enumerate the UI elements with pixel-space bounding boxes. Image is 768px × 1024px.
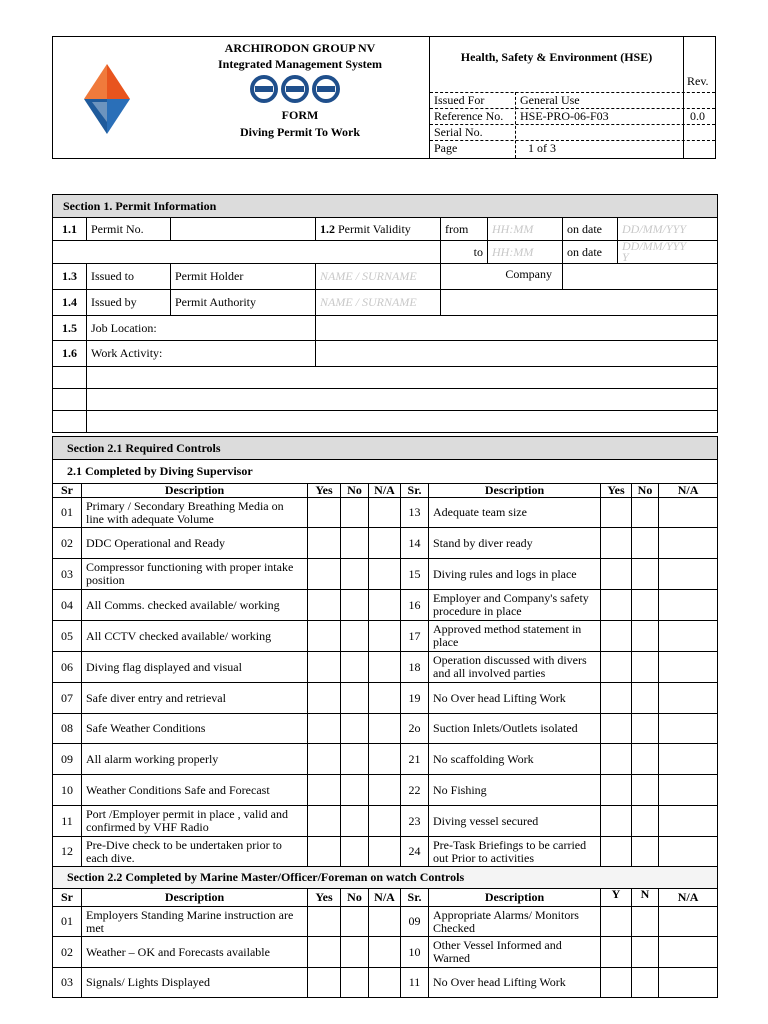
no-checkbox[interactable] — [341, 907, 369, 937]
row-sr: 07 — [53, 683, 82, 714]
no-checkbox[interactable] — [341, 806, 369, 837]
blank-cell — [53, 367, 87, 389]
yes-checkbox[interactable] — [601, 937, 632, 968]
yes-checkbox[interactable] — [308, 559, 341, 590]
no-checkbox[interactable] — [632, 498, 659, 528]
row-sr: 14 — [401, 528, 429, 559]
col-header-no: No — [341, 484, 369, 498]
row-description: Safe Weather Conditions — [82, 714, 308, 744]
no-checkbox[interactable] — [341, 559, 369, 590]
col-header-na: N/A — [369, 484, 401, 498]
row-sr: 03 — [53, 968, 82, 998]
job-location-field[interactable] — [316, 316, 718, 341]
na-checkbox[interactable] — [659, 714, 718, 744]
yes-checkbox[interactable] — [308, 907, 341, 937]
row-description: Diving flag displayed and visual — [82, 652, 308, 683]
na-checkbox[interactable] — [369, 528, 401, 559]
yes-checkbox[interactable] — [601, 683, 632, 714]
na-checkbox[interactable] — [659, 837, 718, 867]
yes-checkbox[interactable] — [601, 744, 632, 775]
table-row — [53, 907, 718, 937]
row-description: Safe diver entry and retrieval — [82, 683, 308, 714]
table-row — [53, 652, 718, 683]
row-description: Appropriate Alarms/ Monitors Checked — [429, 907, 601, 937]
no-checkbox[interactable] — [632, 937, 659, 968]
col-header-yes: Y — [601, 889, 632, 907]
no-checkbox[interactable] — [632, 744, 659, 775]
no-checkbox[interactable] — [632, 968, 659, 998]
row-description: No Over head Lifting Work — [429, 968, 601, 998]
yes-checkbox[interactable] — [308, 590, 341, 621]
no-checkbox[interactable] — [341, 683, 369, 714]
permit-authority-name-field[interactable]: NAME / SURNAME — [316, 290, 441, 316]
row-description: Approved method statement in place — [429, 621, 601, 652]
yes-checkbox[interactable] — [308, 528, 341, 559]
table-row — [53, 621, 718, 652]
row-description: Operation discussed with divers and all involved parties — [429, 652, 601, 683]
table-row — [53, 837, 718, 867]
na-checkbox[interactable] — [369, 652, 401, 683]
yes-checkbox[interactable] — [308, 498, 341, 528]
on-date-label: on date — [563, 241, 618, 264]
row-description: Adequate team size — [429, 498, 601, 528]
row-description: All alarm working properly — [82, 744, 308, 775]
na-checkbox[interactable] — [369, 968, 401, 998]
row-description: Compressor functioning with proper intake position — [82, 559, 308, 590]
col-header-no: No — [632, 484, 659, 498]
row-sr: 16 — [401, 590, 429, 621]
yes-checkbox[interactable] — [601, 621, 632, 652]
row-description: No Over head Lifting Work — [429, 683, 601, 714]
issued-by-label: Issued by — [87, 290, 171, 316]
permit-no-field[interactable] — [171, 218, 316, 241]
section21-title: Section 2.1 Required Controls — [53, 437, 718, 460]
serial-no-label: Serial No. — [434, 125, 483, 139]
no-checkbox[interactable] — [341, 937, 369, 968]
na-checkbox[interactable] — [659, 621, 718, 652]
job-location-label: Job Location: — [87, 316, 316, 341]
reference-no-label: Reference No. — [434, 109, 504, 123]
issued-to-number: 1.3 — [53, 264, 87, 290]
table-row — [53, 744, 718, 775]
yes-checkbox[interactable] — [601, 806, 632, 837]
no-checkbox[interactable] — [632, 590, 659, 621]
no-checkbox[interactable] — [341, 775, 369, 806]
permit-no-label: Permit No. — [87, 218, 171, 241]
table-row — [53, 559, 718, 590]
revision-value: 0.0 — [690, 109, 705, 123]
no-checkbox[interactable] — [341, 528, 369, 559]
work-activity-number: 1.6 — [53, 341, 87, 367]
header-divider — [515, 92, 516, 158]
no-checkbox[interactable] — [632, 652, 659, 683]
yes-checkbox[interactable] — [601, 528, 632, 559]
no-checkbox[interactable] — [632, 528, 659, 559]
col-header-na: N/A — [369, 889, 401, 907]
yes-checkbox[interactable] — [308, 714, 341, 744]
row-sr: 05 — [53, 621, 82, 652]
from-label: from — [441, 218, 488, 241]
table-row — [53, 683, 718, 714]
yes-checkbox[interactable] — [601, 652, 632, 683]
row-description: Pre-Dive check to be undertaken prior to each dive. — [82, 837, 308, 867]
row-sr: 23 — [401, 806, 429, 837]
no-checkbox[interactable] — [341, 968, 369, 998]
no-checkbox[interactable] — [341, 652, 369, 683]
na-checkbox[interactable] — [659, 806, 718, 837]
yes-checkbox[interactable] — [308, 621, 341, 652]
na-checkbox[interactable] — [369, 714, 401, 744]
no-checkbox[interactable] — [341, 837, 369, 867]
row-description: Suction Inlets/Outlets isolated — [429, 714, 601, 744]
on-date-label: on date — [563, 218, 618, 241]
to-label: to — [441, 241, 488, 264]
na-checkbox[interactable] — [659, 775, 718, 806]
work-activity-extra-field[interactable] — [87, 411, 718, 433]
yes-checkbox[interactable] — [308, 806, 341, 837]
yes-checkbox[interactable] — [601, 775, 632, 806]
page-value: 1 of 3 — [528, 141, 556, 155]
na-checkbox[interactable] — [369, 683, 401, 714]
permit-holder-label: Permit Holder — [171, 264, 316, 290]
col-header-yes: Yes — [308, 889, 341, 907]
row-sr: 12 — [53, 837, 82, 867]
section22-title: Section 2.2 Completed by Marine Master/Officer/Foreman on watch Controls — [53, 867, 718, 889]
certification-seals-icon — [249, 74, 341, 104]
row-sr: 02 — [53, 528, 82, 559]
yes-checkbox[interactable] — [308, 683, 341, 714]
reference-no-value: HSE-PRO-06-F03 — [520, 109, 609, 123]
col-header-description: Description — [429, 889, 601, 907]
row-sr: 19 — [401, 683, 429, 714]
row-sr: 18 — [401, 652, 429, 683]
row-description: Diving rules and logs in place — [429, 559, 601, 590]
row-description: All CCTV checked available/ working — [82, 621, 308, 652]
no-checkbox[interactable] — [632, 806, 659, 837]
na-checkbox[interactable] — [369, 621, 401, 652]
no-checkbox[interactable] — [632, 837, 659, 867]
document-type: FORM — [281, 108, 319, 122]
no-checkbox[interactable] — [341, 590, 369, 621]
row-sr: 09 — [53, 744, 82, 775]
job-location-number: 1.5 — [53, 316, 87, 341]
col-header-description: Description — [82, 889, 308, 907]
col-header-yes: Yes — [308, 484, 341, 498]
na-checkbox[interactable] — [659, 968, 718, 998]
row-description: Port /Employer permit in place , valid and confirmed by VHF Radio — [82, 806, 308, 837]
row-description: No Fishing — [429, 775, 601, 806]
table-row — [53, 806, 718, 837]
blank-cell — [53, 389, 87, 411]
row-sr: 04 — [53, 590, 82, 621]
na-checkbox[interactable] — [369, 744, 401, 775]
col-header-na: N/A — [659, 889, 718, 907]
work-activity-extra-field[interactable] — [87, 389, 718, 411]
table-row — [53, 937, 718, 968]
na-checkbox[interactable] — [369, 937, 401, 968]
no-checkbox[interactable] — [632, 621, 659, 652]
hse-title: Health, Safety & Environment (HSE) — [460, 50, 653, 64]
col-header-sr: Sr. — [401, 889, 429, 907]
yes-checkbox[interactable] — [308, 837, 341, 867]
row-sr: 22 — [401, 775, 429, 806]
row-sr: 2o — [401, 714, 429, 744]
yes-checkbox[interactable] — [601, 907, 632, 937]
permit-no-number: 1.1 — [53, 218, 87, 241]
row-sr: 08 — [53, 714, 82, 744]
na-checkbox[interactable] — [659, 907, 718, 937]
col-header-sr: Sr — [53, 484, 82, 498]
no-checkbox[interactable] — [632, 559, 659, 590]
validity-spacer — [53, 241, 441, 264]
row-description: Primary / Secondary Breathing Media on line with adequate Volume — [82, 498, 308, 528]
yes-checkbox[interactable] — [601, 714, 632, 744]
col-header-yes: Yes — [601, 484, 632, 498]
no-checkbox[interactable] — [632, 714, 659, 744]
table-row — [53, 498, 718, 528]
system-name: Integrated Management System — [218, 57, 382, 71]
issued-by-spacer — [441, 290, 718, 316]
row-sr: 11 — [53, 806, 82, 837]
to-date-field[interactable]: DD/MM/YYY Y — [618, 241, 718, 264]
section21-subtitle: 2.1 Completed by Diving Supervisor — [53, 460, 718, 484]
na-checkbox[interactable] — [369, 775, 401, 806]
na-checkbox[interactable] — [659, 744, 718, 775]
page-label: Page — [434, 141, 458, 155]
company-name: ARCHIRODON GROUP NV — [224, 41, 376, 55]
yes-checkbox[interactable] — [308, 937, 341, 968]
col-header-na: N/A — [659, 484, 718, 498]
row-sr: 02 — [53, 937, 82, 968]
na-checkbox[interactable] — [659, 528, 718, 559]
row-sr: 15 — [401, 559, 429, 590]
row-sr: 24 — [401, 837, 429, 867]
company-field[interactable] — [563, 264, 718, 290]
company-logo-icon — [84, 64, 130, 134]
table-row — [53, 528, 718, 559]
no-checkbox[interactable] — [632, 907, 659, 937]
row-description: All Comms. checked available/ working — [82, 590, 308, 621]
company-label: Company — [441, 264, 563, 290]
revision-label: Rev. — [687, 74, 709, 88]
row-sr: 01 — [53, 907, 82, 937]
row-description: No scaffolding Work — [429, 744, 601, 775]
row-description: Stand by diver ready — [429, 528, 601, 559]
section21-table — [52, 436, 718, 998]
na-checkbox[interactable] — [659, 937, 718, 968]
permit-authority-label: Permit Authority — [171, 290, 316, 316]
row-description: DDC Operational and Ready — [82, 528, 308, 559]
row-sr: 06 — [53, 652, 82, 683]
permit-holder-name-field[interactable]: NAME / SURNAME — [316, 264, 441, 290]
table-row — [53, 714, 718, 744]
na-checkbox[interactable] — [659, 683, 718, 714]
work-activity-extra-field[interactable] — [87, 367, 718, 389]
yes-checkbox[interactable] — [601, 837, 632, 867]
col-header-no: No — [341, 889, 369, 907]
work-activity-field[interactable] — [316, 341, 718, 367]
yes-checkbox[interactable] — [308, 775, 341, 806]
section1-table — [52, 194, 718, 433]
col-header-description: Description — [429, 484, 601, 498]
no-checkbox[interactable] — [341, 714, 369, 744]
row-description: Employers Standing Marine instruction are met — [82, 907, 308, 937]
na-checkbox[interactable] — [369, 907, 401, 937]
no-checkbox[interactable] — [341, 498, 369, 528]
na-checkbox[interactable] — [369, 837, 401, 867]
no-checkbox[interactable] — [341, 744, 369, 775]
row-sr: 13 — [401, 498, 429, 528]
from-time-field[interactable]: HH:MM — [488, 218, 563, 241]
na-checkbox[interactable] — [369, 806, 401, 837]
row-sr: 09 — [401, 907, 429, 937]
na-checkbox[interactable] — [659, 559, 718, 590]
row-description: Other Vessel Informed and Warned — [429, 937, 601, 968]
form-title: Diving Permit To Work — [239, 125, 361, 139]
issued-by-number: 1.4 — [53, 290, 87, 316]
blank-cell — [53, 411, 87, 433]
row-description: Employer and Company's safety procedure in place — [429, 590, 601, 621]
row-sr: 21 — [401, 744, 429, 775]
permit-validity-label: 1.2 Permit Validity — [316, 218, 441, 241]
row-sr: 01 — [53, 498, 82, 528]
row-sr: 11 — [401, 968, 429, 998]
na-checkbox[interactable] — [659, 590, 718, 621]
row-sr: 17 — [401, 621, 429, 652]
to-time-field[interactable]: HH:MM — [488, 241, 563, 264]
na-checkbox[interactable] — [659, 652, 718, 683]
yes-checkbox[interactable] — [601, 498, 632, 528]
col-header-sr: Sr — [53, 889, 82, 907]
from-date-field[interactable]: DD/MM/YYY — [618, 218, 718, 241]
yes-checkbox[interactable] — [601, 968, 632, 998]
issued-for-value: General Use — [520, 93, 580, 107]
no-checkbox[interactable] — [632, 683, 659, 714]
na-checkbox[interactable] — [659, 498, 718, 528]
row-description: Signals/ Lights Displayed — [82, 968, 308, 998]
row-description: Weather Conditions Safe and Forecast — [82, 775, 308, 806]
col-header-sr: Sr. — [401, 484, 429, 498]
yes-checkbox[interactable] — [601, 559, 632, 590]
table-row — [53, 968, 718, 998]
na-checkbox[interactable] — [369, 590, 401, 621]
col-header-no: N — [632, 889, 659, 907]
header-rule — [430, 140, 715, 141]
row-sr: 03 — [53, 559, 82, 590]
row-sr: 10 — [401, 937, 429, 968]
row-description: Pre-Task Briefings to be carried out Prior to activities — [429, 837, 601, 867]
yes-checkbox[interactable] — [308, 744, 341, 775]
row-description: Weather – OK and Forecasts available — [82, 937, 308, 968]
na-checkbox[interactable] — [369, 559, 401, 590]
table-row — [53, 590, 718, 621]
issued-to-label: Issued to — [87, 264, 171, 290]
yes-checkbox[interactable] — [308, 968, 341, 998]
work-activity-label: Work Activity: — [87, 341, 316, 367]
row-sr: 10 — [53, 775, 82, 806]
section1-title: Section 1. Permit Information — [53, 195, 718, 218]
row-description: Diving vessel secured — [429, 806, 601, 837]
yes-checkbox[interactable] — [601, 590, 632, 621]
no-checkbox[interactable] — [632, 775, 659, 806]
na-checkbox[interactable] — [369, 498, 401, 528]
col-header-description: Description — [82, 484, 308, 498]
table-row — [53, 775, 718, 806]
issued-for-label: Issued For — [434, 93, 485, 107]
yes-checkbox[interactable] — [308, 652, 341, 683]
no-checkbox[interactable] — [341, 621, 369, 652]
